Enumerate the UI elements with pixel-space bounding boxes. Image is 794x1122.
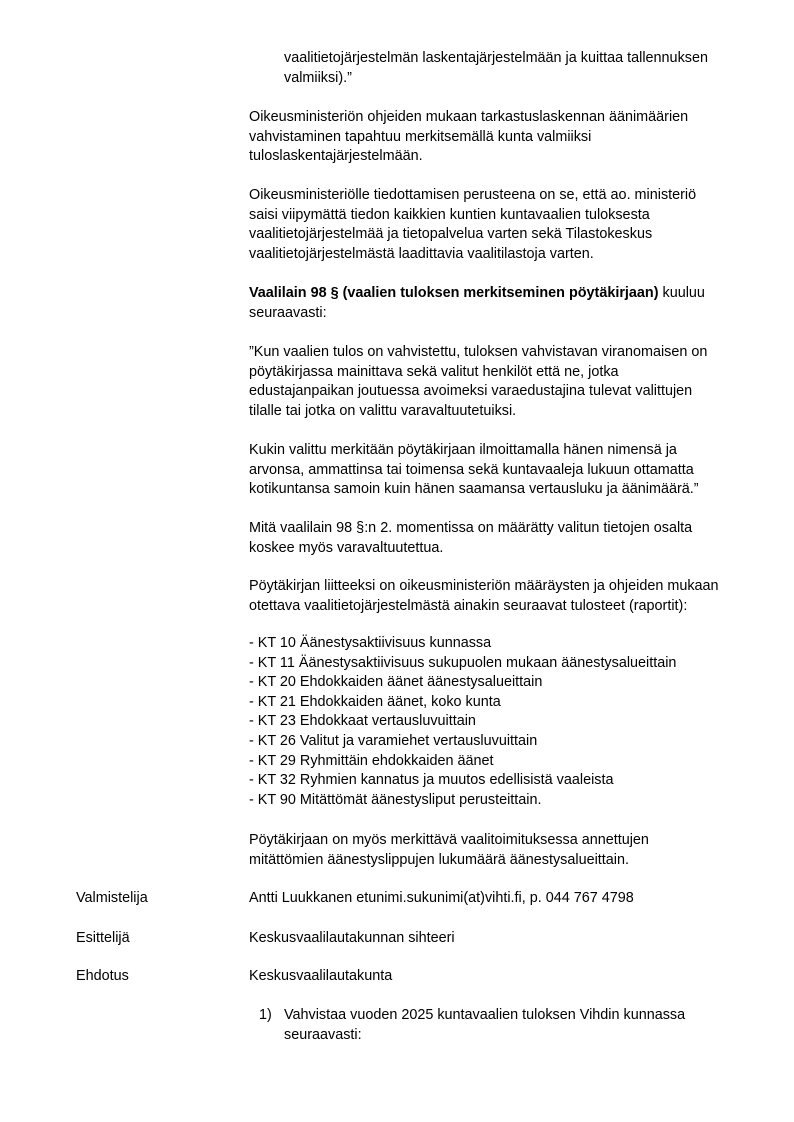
- presenter-label: Esittelijä: [76, 930, 130, 946]
- list-item: - KT 29 Ryhmittäin ehdokkaiden äänet: [249, 752, 494, 769]
- list-item: - KT 11 Äänestysaktiivisuus sukupuolen mukaan äänestysalueittain: [249, 654, 677, 671]
- presenter-value: Keskusvaalilautakunnan sihteeri: [249, 930, 455, 946]
- list-item: - KT 90 Mitättömät äänestysliput perusteittain.: [249, 791, 542, 808]
- proposal-item-text: Vahvistaa vuoden 2025 kuntavaalien tuloksen Vihdin kunnassa seuraavasti:: [284, 1007, 686, 1043]
- quote-continuation: vaalitietojärjestelmän laskentajärjestelmään ja kuittaa tallennuksen valmiiksi).”: [284, 50, 708, 86]
- list-item: - KT 10 Äänestysaktiivisuus kunnassa: [249, 635, 492, 651]
- paragraph-substitute: Mitä vaalilain 98 §:n 2. momentissa on määrätty valitun tietojen osalta koskee myös varavaltuutettua.: [249, 520, 693, 556]
- paragraph-invalid-ballots: Pöytäkirjaan on myös merkittävä vaalitoimituksessa annettujen mitättömien äänestyslippujen lukumäärä äänestysalueittain.: [249, 832, 649, 868]
- list-item: - KT 20 Ehdokkaiden äänet äänestysalueittain: [249, 674, 543, 691]
- proposal-value: Keskusvaalilautakunta: [249, 968, 393, 984]
- paragraph-verification: Oikeusministeriön ohjeiden mukaan tarkastuslaskennan äänimäärien vahvistaminen tapahtuu merkitsemällä kunta valmiiksi tuloslaskentajärjestelmään.: [249, 109, 689, 164]
- preparer-value: Antti Luukkanen etunimi.sukunimi(at)vihti.fi, p. 044 767 4798: [249, 890, 634, 906]
- law-section-heading: Vaalilain 98 § (vaalien tuloksen merkitseminen pöytäkirjaan): [249, 285, 659, 301]
- paragraph-law-reference: Vaalilain 98 § (vaalien tuloksen merkitseminen pöytäkirjaan) kuuluu seuraavasti:: [249, 285, 705, 321]
- proposal-label: Ehdotus: [76, 968, 129, 984]
- list-item: - KT 32 Ryhmien kannatus ja muutos edellisistä vaaleista: [249, 772, 614, 789]
- list-item: - KT 23 Ehdokkaat vertausluvuittain: [249, 713, 476, 730]
- paragraph-law-quote-1: ”Kun vaalien tulos on vahvistettu, tuloksen vahvistavan viranomaisen on pöytäkirjassa mainittava sekä valitut henkilöt että ne, jotka edustajanpaikan joutuessa avoimeksi varaedustajina tulevat valittujen tilalle tai jotka on valittu varavaltuutetuiksi.: [249, 344, 708, 419]
- list-item: - KT 26 Valitut ja varamiehet vertausluvuittain: [249, 732, 538, 749]
- proposal-item-number: 1): [259, 1007, 272, 1023]
- report-list: [249, 634, 676, 810]
- paragraph-attachments: Pöytäkirjan liitteeksi on oikeusministeriön määräysten ja ohjeiden mukaan otettava vaalitietojärjestelmästä ainakin seuraavat tulosteet (raportit):: [249, 578, 719, 614]
- preparer-label: Valmistelija: [76, 890, 148, 906]
- paragraph-notification: Oikeusministeriölle tiedottamisen perusteena on se, että ao. ministeriö saisi viipymättä tiedon kaikkien kuntien kuntavaalien tuloksesta vaalitietojärjestelmää ja tietopalvelua varten sekä Tilastokeskus vaalitietojärjestelmästä laadittavia vaalitilastoja varten.: [249, 187, 697, 262]
- paragraph-law-quote-2: Kukin valittu merkitään pöytäkirjaan ilmoittamalla hänen nimensä ja arvonsa, ammattinsa tai toimensa sekä kuntavaaleja lukuun ottamatta kotikuntansa samoin kuin hänen saamansa vertausluku ja äänimäärä.”: [249, 442, 699, 497]
- list-item: - KT 21 Ehdokkaiden äänet, koko kunta: [249, 693, 501, 710]
